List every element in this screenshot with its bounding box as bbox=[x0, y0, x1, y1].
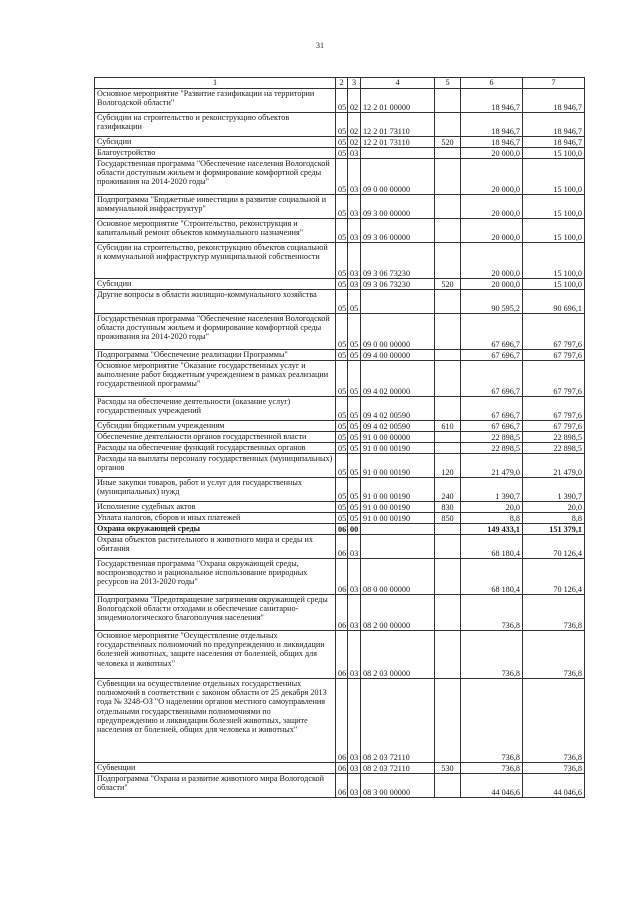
table-row bbox=[95, 113, 585, 137]
table-row bbox=[95, 290, 585, 314]
amount-year1-cell: 68 180,4 bbox=[461, 535, 523, 559]
expense-type-cell bbox=[435, 290, 461, 314]
expense-type-cell bbox=[435, 89, 461, 113]
target-code-cell: 91 0 00 00190 bbox=[361, 513, 435, 524]
amount-year1-cell: 67 696,7 bbox=[461, 421, 523, 432]
section-code-cell: 05 bbox=[336, 89, 348, 113]
subsection-code-cell: 03 bbox=[348, 195, 361, 219]
subsection-code-cell: 03 bbox=[348, 535, 361, 559]
section-code-cell: 05 bbox=[336, 502, 348, 513]
amount-year1-cell: 90 595,2 bbox=[461, 290, 523, 314]
target-code-cell: 09 4 00 00000 bbox=[361, 350, 435, 361]
target-code-cell: 12 2 01 73110 bbox=[361, 113, 435, 137]
amount-year1-cell: 20 000,0 bbox=[461, 243, 523, 279]
table-row bbox=[95, 148, 585, 159]
amount-year2-cell: 70 126,4 bbox=[523, 559, 585, 595]
subsection-code-cell: 03 bbox=[348, 774, 361, 798]
table-row bbox=[95, 774, 585, 798]
table-header-row bbox=[95, 78, 585, 89]
amount-year2-cell: 736,8 bbox=[523, 595, 585, 631]
expense-type-cell bbox=[435, 443, 461, 454]
row-name-cell: Расходы на выплаты персоналу государственных (муниципальных) органов bbox=[95, 454, 336, 478]
row-name-cell: Субсидии bbox=[95, 137, 336, 148]
table-row bbox=[95, 595, 585, 631]
subsection-code-cell: 02 bbox=[348, 89, 361, 113]
amount-year1-cell: 67 696,7 bbox=[461, 350, 523, 361]
amount-year2-cell: 21 479,0 bbox=[523, 454, 585, 478]
target-code-cell: 91 0 00 00190 bbox=[361, 443, 435, 454]
subsection-code-cell: 05 bbox=[348, 443, 361, 454]
amount-year2-cell: 67 797,6 bbox=[523, 421, 585, 432]
section-code-cell: 05 bbox=[336, 478, 348, 502]
target-code-cell: 08 2 03 72110 bbox=[361, 763, 435, 774]
expense-type-cell bbox=[435, 679, 461, 763]
table-row bbox=[95, 137, 585, 148]
expense-type-cell bbox=[435, 535, 461, 559]
expense-type-cell bbox=[435, 559, 461, 595]
row-name-cell: Охрана объектов растительного и животного мира и среды их обитания bbox=[95, 535, 336, 559]
table-row bbox=[95, 350, 585, 361]
section-code-cell: 06 bbox=[336, 535, 348, 559]
row-name-cell: Подпрограмма "Обеспечение реализации Программы" bbox=[95, 350, 336, 361]
amount-year2-cell: 90 696,1 bbox=[523, 290, 585, 314]
section-code-cell: 05 bbox=[336, 397, 348, 421]
amount-year1-cell: 18 946,7 bbox=[461, 137, 523, 148]
expense-type-cell bbox=[435, 113, 461, 137]
table-row bbox=[95, 361, 585, 397]
amount-year1-cell: 736,8 bbox=[461, 679, 523, 763]
amount-year2-cell: 15 100,0 bbox=[523, 148, 585, 159]
amount-year2-cell: 151 379,1 bbox=[523, 524, 585, 535]
table-row bbox=[95, 454, 585, 478]
row-name-cell: Субвенции на осуществление отдельных государственных полномочий в соответствии с законом области от 25 декабря 2013 года № 3248-ОЗ "О наделении органов местного самоуправления отдельными государственными полномочиями по предупреждению и ликвидации болезней животных, защите населения от болезней, общих для человека и животных" bbox=[95, 679, 336, 763]
subsection-code-cell: 05 bbox=[348, 361, 361, 397]
amount-year1-cell: 736,8 bbox=[461, 763, 523, 774]
subsection-code-cell: 03 bbox=[348, 595, 361, 631]
target-code-cell: 09 4 02 00590 bbox=[361, 421, 435, 432]
table-row bbox=[95, 279, 585, 290]
section-code-cell: 05 bbox=[336, 290, 348, 314]
header-cell: 7 bbox=[523, 78, 585, 89]
target-code-cell bbox=[361, 535, 435, 559]
amount-year2-cell: 67 797,6 bbox=[523, 350, 585, 361]
row-name-cell: Основное мероприятие "Оказание государственных услуг и выполнение работ бюджетным учреждением в рамках реализации государственной программы" bbox=[95, 361, 336, 397]
table-row bbox=[95, 432, 585, 443]
row-name-cell: Субсидии bbox=[95, 279, 336, 290]
row-name-cell: Субсидии на строительство и реконструкцию объектов газификации bbox=[95, 113, 336, 137]
amount-year1-cell: 18 946,7 bbox=[461, 89, 523, 113]
section-code-cell: 05 bbox=[336, 137, 348, 148]
table-row bbox=[95, 535, 585, 559]
subsection-code-cell: 03 bbox=[348, 279, 361, 290]
amount-year1-cell: 20 000,0 bbox=[461, 279, 523, 290]
row-name-cell: Уплата налогов, сборов и иных платежей bbox=[95, 513, 336, 524]
target-code-cell: 08 2 00 00000 bbox=[361, 595, 435, 631]
section-code-cell: 05 bbox=[336, 148, 348, 159]
table-row bbox=[95, 314, 585, 350]
section-code-cell: 05 bbox=[336, 443, 348, 454]
subsection-code-cell: 05 bbox=[348, 421, 361, 432]
target-code-cell: 08 0 00 00000 bbox=[361, 559, 435, 595]
amount-year1-cell: 8,8 bbox=[461, 513, 523, 524]
row-name-cell: Основное мероприятие "Развитие газификации на территории Вологодской области" bbox=[95, 89, 336, 113]
budget-table bbox=[94, 77, 585, 798]
table-row bbox=[95, 478, 585, 502]
amount-year2-cell: 736,8 bbox=[523, 763, 585, 774]
table-row bbox=[95, 421, 585, 432]
row-name-cell: Обеспечение деятельности органов государственной власти bbox=[95, 432, 336, 443]
target-code-cell bbox=[361, 524, 435, 535]
row-name-cell: Расходы на обеспечение функций государственных органов bbox=[95, 443, 336, 454]
amount-year2-cell: 18 946,7 bbox=[523, 137, 585, 148]
table-row bbox=[95, 631, 585, 679]
target-code-cell: 08 3 00 00000 bbox=[361, 774, 435, 798]
amount-year2-cell: 67 797,6 bbox=[523, 361, 585, 397]
expense-type-cell: 850 bbox=[435, 513, 461, 524]
amount-year1-cell: 67 696,7 bbox=[461, 314, 523, 350]
row-name-cell: Субвенции bbox=[95, 763, 336, 774]
row-name-cell: Подпрограмма "Бюджетные инвестиции в развитие социальной и коммунальной инфраструктур" bbox=[95, 195, 336, 219]
amount-year2-cell: 8,8 bbox=[523, 513, 585, 524]
expense-type-cell bbox=[435, 524, 461, 535]
table-row bbox=[95, 397, 585, 421]
expense-type-cell bbox=[435, 350, 461, 361]
expense-type-cell bbox=[435, 159, 461, 195]
target-code-cell: 91 0 00 00190 bbox=[361, 502, 435, 513]
table-row bbox=[95, 443, 585, 454]
amount-year2-cell: 67 797,6 bbox=[523, 397, 585, 421]
expense-type-cell: 530 bbox=[435, 763, 461, 774]
section-code-cell: 05 bbox=[336, 159, 348, 195]
table-row bbox=[95, 243, 585, 279]
amount-year1-cell: 44 046,6 bbox=[461, 774, 523, 798]
subsection-code-cell: 05 bbox=[348, 397, 361, 421]
subsection-code-cell: 02 bbox=[348, 113, 361, 137]
section-code-cell: 06 bbox=[336, 774, 348, 798]
expense-type-cell bbox=[435, 397, 461, 421]
expense-type-cell bbox=[435, 148, 461, 159]
table-row bbox=[95, 219, 585, 243]
target-code-cell: 09 4 02 00590 bbox=[361, 397, 435, 421]
header-cell: 6 bbox=[461, 78, 523, 89]
section-code-cell: 05 bbox=[336, 350, 348, 361]
amount-year1-cell: 67 696,7 bbox=[461, 397, 523, 421]
section-code-cell: 05 bbox=[336, 361, 348, 397]
amount-year2-cell: 67 797,6 bbox=[523, 314, 585, 350]
table-row bbox=[95, 513, 585, 524]
target-code-cell: 91 0 00 00000 bbox=[361, 432, 435, 443]
row-name-cell: Государственная программа "Обеспечение населения Вологодской области доступным жильем и формирование комфортной среды проживания на 2014-2020 годы" bbox=[95, 159, 336, 195]
expense-type-cell bbox=[435, 774, 461, 798]
table-row bbox=[95, 559, 585, 595]
target-code-cell: 09 0 00 00000 bbox=[361, 314, 435, 350]
target-code-cell: 09 0 00 00000 bbox=[361, 159, 435, 195]
row-name-cell: Подпрограмма "Предотвращение загрязнения окружающей среды Вологодской области отходами и обеспечение санитарно-эпидемиологического благополучия населения" bbox=[95, 595, 336, 631]
row-name-cell: Государственная программа "Обеспечение населения Вологодской области доступным жильем и формирование комфортной среды проживания на 2014-2020 годы" bbox=[95, 314, 336, 350]
expense-type-cell: 610 bbox=[435, 421, 461, 432]
header-cell: 2 bbox=[336, 78, 348, 89]
subsection-code-cell: 03 bbox=[348, 159, 361, 195]
table-row bbox=[95, 195, 585, 219]
section-code-cell: 05 bbox=[336, 432, 348, 443]
target-code-cell: 09 3 06 73230 bbox=[361, 243, 435, 279]
amount-year2-cell: 22 898,5 bbox=[523, 443, 585, 454]
amount-year2-cell: 15 100,0 bbox=[523, 195, 585, 219]
subsection-code-cell: 03 bbox=[348, 763, 361, 774]
amount-year2-cell: 44 046,6 bbox=[523, 774, 585, 798]
amount-year2-cell: 1 390,7 bbox=[523, 478, 585, 502]
subsection-code-cell: 05 bbox=[348, 478, 361, 502]
section-code-cell: 06 bbox=[336, 631, 348, 679]
amount-year2-cell: 15 100,0 bbox=[523, 243, 585, 279]
section-code-cell: 05 bbox=[336, 279, 348, 290]
subsection-code-cell: 03 bbox=[348, 679, 361, 763]
target-code-cell bbox=[361, 290, 435, 314]
subsection-code-cell: 03 bbox=[348, 148, 361, 159]
target-code-cell: 12 2 01 73110 bbox=[361, 137, 435, 148]
row-name-cell: Расходы на обеспечение деятельности (оказание услуг) государственных учреждений bbox=[95, 397, 336, 421]
subsection-code-cell: 03 bbox=[348, 219, 361, 243]
section-code-cell: 05 bbox=[336, 513, 348, 524]
section-code-cell: 05 bbox=[336, 243, 348, 279]
expense-type-cell bbox=[435, 314, 461, 350]
expense-type-cell bbox=[435, 631, 461, 679]
row-name-cell: Охрана окружающей среды bbox=[95, 524, 336, 535]
expense-type-cell: 240 bbox=[435, 478, 461, 502]
target-code-cell: 08 2 03 00000 bbox=[361, 631, 435, 679]
expense-type-cell: 120 bbox=[435, 454, 461, 478]
amount-year2-cell: 736,8 bbox=[523, 679, 585, 763]
subsection-code-cell: 05 bbox=[348, 513, 361, 524]
subsection-code-cell: 05 bbox=[348, 350, 361, 361]
amount-year1-cell: 736,8 bbox=[461, 631, 523, 679]
amount-year2-cell: 18 946,7 bbox=[523, 89, 585, 113]
table-row bbox=[95, 159, 585, 195]
section-code-cell: 06 bbox=[336, 763, 348, 774]
table-row bbox=[95, 524, 585, 535]
row-name-cell: Исполнение судебных актов bbox=[95, 502, 336, 513]
subsection-code-cell: 00 bbox=[348, 524, 361, 535]
amount-year2-cell: 22 898,5 bbox=[523, 432, 585, 443]
section-code-cell: 05 bbox=[336, 219, 348, 243]
amount-year1-cell: 149 433,1 bbox=[461, 524, 523, 535]
section-code-cell: 06 bbox=[336, 679, 348, 763]
subsection-code-cell: 05 bbox=[348, 290, 361, 314]
section-code-cell: 05 bbox=[336, 454, 348, 478]
amount-year1-cell: 21 479,0 bbox=[461, 454, 523, 478]
target-code-cell: 91 0 00 00190 bbox=[361, 478, 435, 502]
target-code-cell: 09 3 06 73230 bbox=[361, 279, 435, 290]
section-code-cell: 06 bbox=[336, 559, 348, 595]
table-row bbox=[95, 679, 585, 763]
section-code-cell: 06 bbox=[336, 524, 348, 535]
row-name-cell: Государственная программа "Охрана окружающей среды, воспроизводство и рациональное использование природных ресурсов на 2013-2020 годы" bbox=[95, 559, 336, 595]
section-code-cell: 05 bbox=[336, 195, 348, 219]
header-cell: 3 bbox=[348, 78, 361, 89]
amount-year1-cell: 22 898,5 bbox=[461, 432, 523, 443]
header-cell: 4 bbox=[361, 78, 435, 89]
table-row bbox=[95, 502, 585, 513]
amount-year2-cell: 15 100,0 bbox=[523, 279, 585, 290]
amount-year1-cell: 1 390,7 bbox=[461, 478, 523, 502]
row-name-cell: Основное мероприятие "Осуществление отдельных государственных полномочий по предупреждению и ликвидации болезней животных, защите населения от болезней, общих для человека и животных" bbox=[95, 631, 336, 679]
row-name-cell: Основное мероприятие "Строительство, реконструкция и капитальный ремонт объектов коммунального назначения" bbox=[95, 219, 336, 243]
table-row bbox=[95, 763, 585, 774]
amount-year1-cell: 736,8 bbox=[461, 595, 523, 631]
subsection-code-cell: 05 bbox=[348, 502, 361, 513]
subsection-code-cell: 02 bbox=[348, 137, 361, 148]
expense-type-cell: 830 bbox=[435, 502, 461, 513]
amount-year2-cell: 20,0 bbox=[523, 502, 585, 513]
header-cell: 1 bbox=[95, 78, 336, 89]
expense-type-cell bbox=[435, 595, 461, 631]
target-code-cell bbox=[361, 148, 435, 159]
target-code-cell: 12 2 01 00000 bbox=[361, 89, 435, 113]
section-code-cell: 05 bbox=[336, 314, 348, 350]
amount-year2-cell: 18 946,7 bbox=[523, 113, 585, 137]
table-body bbox=[95, 78, 585, 798]
amount-year1-cell: 18 946,7 bbox=[461, 113, 523, 137]
target-code-cell: 09 4 02 00000 bbox=[361, 361, 435, 397]
amount-year1-cell: 20 000,0 bbox=[461, 148, 523, 159]
target-code-cell: 08 2 03 72110 bbox=[361, 679, 435, 763]
amount-year1-cell: 20 000,0 bbox=[461, 159, 523, 195]
row-name-cell: Иные закупки товаров, работ и услуг для государственных (муниципальных) нужд bbox=[95, 478, 336, 502]
section-code-cell: 06 bbox=[336, 595, 348, 631]
amount-year1-cell: 20 000,0 bbox=[461, 195, 523, 219]
expense-type-cell bbox=[435, 219, 461, 243]
expense-type-cell: 520 bbox=[435, 137, 461, 148]
amount-year2-cell: 15 100,0 bbox=[523, 159, 585, 195]
amount-year1-cell: 20 000,0 bbox=[461, 219, 523, 243]
subsection-code-cell: 03 bbox=[348, 631, 361, 679]
amount-year1-cell: 22 898,5 bbox=[461, 443, 523, 454]
expense-type-cell bbox=[435, 432, 461, 443]
amount-year1-cell: 20,0 bbox=[461, 502, 523, 513]
amount-year2-cell: 70 126,4 bbox=[523, 535, 585, 559]
row-name-cell: Другие вопросы в области жилищно-коммунального хозяйства bbox=[95, 290, 336, 314]
section-code-cell: 05 bbox=[336, 113, 348, 137]
subsection-code-cell: 05 bbox=[348, 432, 361, 443]
subsection-code-cell: 03 bbox=[348, 243, 361, 279]
expense-type-cell bbox=[435, 361, 461, 397]
table-row bbox=[95, 89, 585, 113]
amount-year1-cell: 67 696,7 bbox=[461, 361, 523, 397]
amount-year2-cell: 736,8 bbox=[523, 631, 585, 679]
row-name-cell: Субсидии бюджетным учреждениям bbox=[95, 421, 336, 432]
amount-year1-cell: 68 180,4 bbox=[461, 559, 523, 595]
expense-type-cell: 520 bbox=[435, 279, 461, 290]
amount-year2-cell: 15 100,0 bbox=[523, 219, 585, 243]
row-name-cell: Благоустройство bbox=[95, 148, 336, 159]
target-code-cell: 09 3 00 00000 bbox=[361, 195, 435, 219]
subsection-code-cell: 05 bbox=[348, 454, 361, 478]
header-cell: 5 bbox=[435, 78, 461, 89]
expense-type-cell bbox=[435, 195, 461, 219]
target-code-cell: 09 3 06 00000 bbox=[361, 219, 435, 243]
row-name-cell: Подпрограмма "Охрана и развитие животного мира Вологодской области" bbox=[95, 774, 336, 798]
subsection-code-cell: 05 bbox=[348, 314, 361, 350]
expense-type-cell bbox=[435, 243, 461, 279]
target-code-cell: 91 0 00 00190 bbox=[361, 454, 435, 478]
row-name-cell: Субсидии на строительство, реконструкцию объектов социальной и коммунальной инфраструктур муниципальной собственности bbox=[95, 243, 336, 279]
subsection-code-cell: 03 bbox=[348, 559, 361, 595]
page-number: 31 bbox=[316, 41, 324, 50]
section-code-cell: 05 bbox=[336, 421, 348, 432]
